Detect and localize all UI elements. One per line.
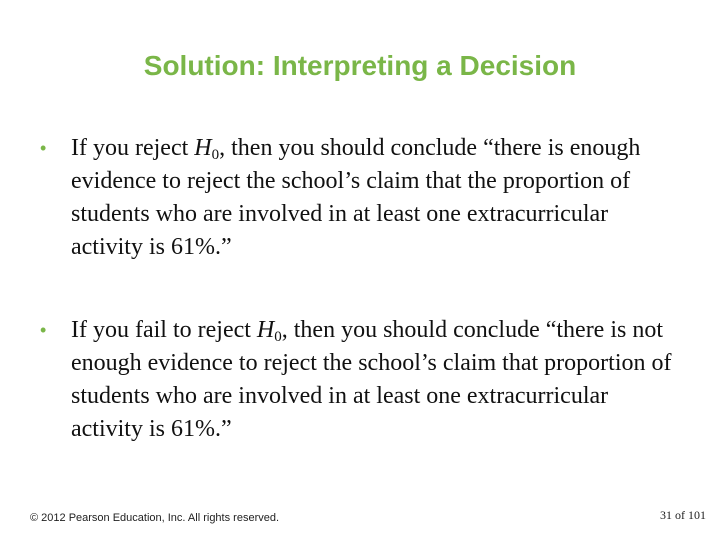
bullet-item — [40, 314, 680, 446]
bullet-marker: • — [40, 320, 47, 340]
hypothesis-symbol — [257, 317, 282, 343]
bullet-text-after: , then you should conclude “there is not enough evidence to reject the school’s claim that proportion of students who are involved in at least one extracurricular activity is 61%.” — [71, 317, 672, 442]
hypothesis-letter: H — [256, 317, 275, 343]
hypothesis-letter: H — [194, 135, 212, 161]
page-number: 31 of 101 — [660, 508, 706, 522]
hypothesis-symbol — [194, 135, 219, 161]
bullet-text-before: If you reject — [71, 135, 195, 161]
bullet-item — [40, 132, 680, 264]
copyright-notice: © 2012 Pearson Education, Inc. All rights reserved. — [30, 512, 280, 524]
hypothesis-subscript: 0 — [211, 147, 220, 163]
bullet-text-before: If you fail to reject — [71, 317, 257, 343]
slide-title: Solution: Interpreting a Decision — [143, 50, 577, 81]
bullet-text — [71, 132, 680, 264]
bullet-text — [71, 314, 680, 446]
bullet-text-after: , then you should conclude “there is enough evidence to reject the school’s claim that the proportion of students who are involved in at least one extracurricular activity is 61%.” — [71, 135, 641, 260]
bullet-marker: • — [40, 138, 47, 158]
hypothesis-subscript: 0 — [274, 329, 282, 345]
